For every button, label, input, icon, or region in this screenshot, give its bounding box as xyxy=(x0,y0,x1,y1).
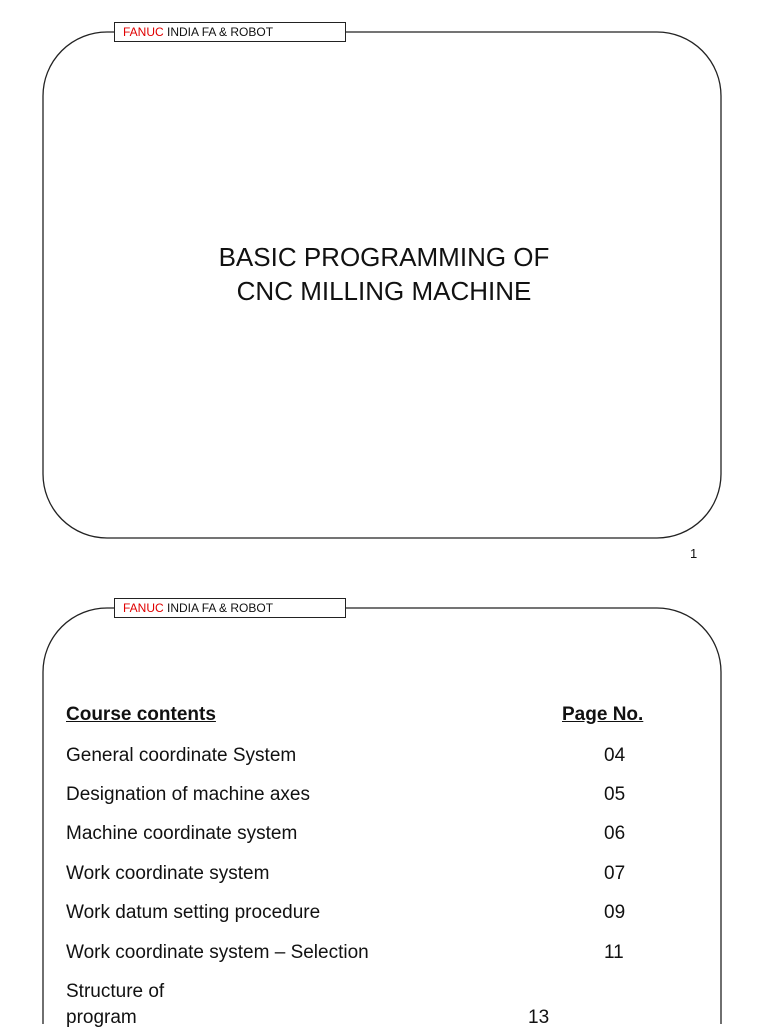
toc-item xyxy=(66,860,666,888)
toc-item-label: Work datum setting procedure xyxy=(66,902,321,923)
toc-item-page: 07 xyxy=(604,863,626,884)
toc-heading: Course contents xyxy=(66,704,216,725)
toc-item-label: General coordinate System xyxy=(66,745,297,766)
toc-item-page: 04 xyxy=(604,745,626,766)
toc-item-label: Work coordinate system – Selection xyxy=(66,942,369,963)
title-line-2: CNC MILLING MACHINE xyxy=(236,276,532,306)
title-line-1: BASIC PROGRAMMING OF xyxy=(218,242,550,272)
toc-item-page: 09 xyxy=(604,902,626,923)
slide-number: 1 xyxy=(690,546,698,561)
toc-item xyxy=(66,939,666,967)
toc-item-page: 06 xyxy=(604,823,626,844)
toc-item xyxy=(66,742,666,770)
toc-page-heading: Page No. xyxy=(562,704,644,725)
toc-item xyxy=(66,820,666,848)
toc-item xyxy=(66,899,666,927)
slide-2-header xyxy=(114,598,346,618)
header-text: INDIA FA & ROBOT xyxy=(167,25,274,39)
toc-item-page: 11 xyxy=(604,942,624,963)
toc-item-page: 13 xyxy=(528,1007,550,1028)
slide-1-title xyxy=(0,240,768,308)
header-text: INDIA FA & ROBOT xyxy=(167,601,274,615)
toc-item-label: Work coordinate system xyxy=(66,863,270,884)
toc-item-page: 05 xyxy=(604,784,626,805)
toc-item xyxy=(66,781,666,809)
brand-fanuc: FANUC xyxy=(123,25,164,39)
brand-fanuc: FANUC xyxy=(123,601,164,615)
toc-item-label: Designation of machine axes xyxy=(66,784,310,805)
toc-item-label-line-2: program xyxy=(66,1007,137,1028)
slide-1-header xyxy=(114,22,346,42)
toc-item-label: Machine coordinate system xyxy=(66,823,298,844)
toc-item-label-line-1: Structure of xyxy=(66,981,165,1002)
